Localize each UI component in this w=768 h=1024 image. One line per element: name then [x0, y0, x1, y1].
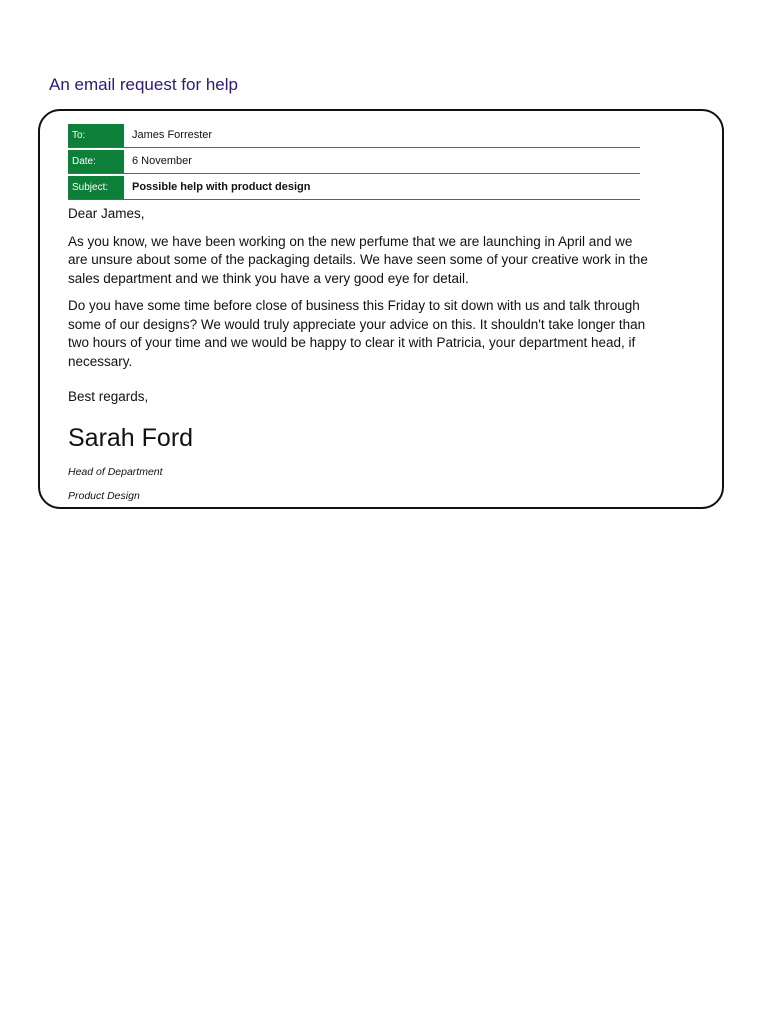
- closing: Best regards,: [68, 389, 149, 404]
- date-label: Date:: [68, 150, 124, 173]
- salutation: Dear James,: [68, 206, 145, 221]
- page-title: An email request for help: [49, 75, 238, 94]
- email-body: [68, 205, 648, 513]
- signature-title-role: Head of Department: [68, 465, 163, 478]
- date-value: 6 November: [132, 155, 192, 167]
- to-label: To:: [68, 124, 124, 147]
- email-card: [38, 109, 724, 509]
- email-header-table: [68, 124, 640, 202]
- header-row-subject: [68, 176, 640, 200]
- signature-title-department: Product Design: [68, 489, 140, 502]
- header-row-date: [68, 150, 640, 174]
- to-value: James Forrester: [132, 129, 213, 141]
- subject-label: Subject:: [68, 176, 124, 199]
- subject-value: Possible help with product design: [132, 181, 311, 193]
- body-paragraph-1: As you know, we have been working on the new perfume that we are launching in April and we are unsure about some of the packaging details. We have seen some of your creative work in the sales department and we think you have a very good eye for detail.: [68, 233, 648, 286]
- signature-name: Sarah Ford: [68, 423, 194, 452]
- body-paragraph-2: Do you have some time before close of business this Friday to sit down with us and talk through some of our designs? We would truly appreciate your advice on this. It shouldn't take longer than two hours of your time and we would be happy to clear it with Patricia, your department head, if necessary.: [68, 298, 646, 369]
- header-row-to: [68, 124, 640, 148]
